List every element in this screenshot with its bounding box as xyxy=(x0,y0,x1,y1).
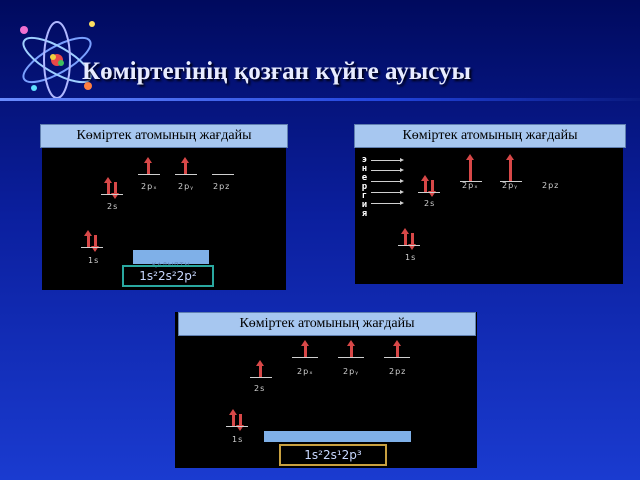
panel-header: Көміртек атомының жағдайы xyxy=(178,312,476,336)
orbital-1s xyxy=(81,234,103,248)
orbital-label: 2pₓ xyxy=(297,367,314,376)
orbital-2pz xyxy=(212,161,234,175)
formula-caption: ҚАЛЫПТЫ xyxy=(152,262,191,269)
orbital-label: 2pz xyxy=(542,181,560,190)
orbital-label: 2s xyxy=(254,384,266,393)
orbital-label: 2pz xyxy=(389,367,407,376)
electron-formula: 1s²2s²2p² xyxy=(122,265,214,287)
orbital-2py xyxy=(340,344,362,358)
atom-logo-icon xyxy=(12,10,102,100)
energy-arrow xyxy=(371,160,401,161)
orbital-1s xyxy=(398,232,420,246)
orbital-label: 2s xyxy=(424,199,436,208)
orbital-label: 1s xyxy=(405,253,417,262)
orbital-2s xyxy=(250,364,272,378)
orbital-label: 2pᵧ xyxy=(178,182,195,191)
orbital-label: 2pᵧ xyxy=(343,367,360,376)
orbital-label: 1s xyxy=(232,435,244,444)
orbital-label: 2pᵧ xyxy=(502,181,519,190)
orbital-2px xyxy=(460,156,482,182)
panel-energy-diagram xyxy=(355,124,623,284)
orbital-2px xyxy=(138,161,160,175)
energy-axis-label xyxy=(360,155,369,218)
orbital-2pz xyxy=(386,344,408,358)
orbital-2py xyxy=(175,161,197,175)
orbital-2s xyxy=(101,181,123,195)
orbital-label: 1s xyxy=(88,256,100,265)
orbital-label: 2pₓ xyxy=(141,182,158,191)
panel-header: Көміртек атомының жағдайы xyxy=(40,124,288,148)
orbital-2s xyxy=(418,179,440,193)
title-underline xyxy=(0,98,640,101)
orbital-1s xyxy=(226,413,248,427)
orbital-label: 2s xyxy=(107,202,119,211)
slide-title: Көміртегінің қозған күйге ауысуы xyxy=(82,58,472,85)
orbital-2px xyxy=(294,344,316,358)
energy-arrow xyxy=(371,170,401,171)
panel-header: Көміртек атомының жағдайы xyxy=(354,124,626,148)
highlight-bar xyxy=(264,431,411,442)
energy-label-text: энергия xyxy=(359,155,370,218)
electron-formula: 1s²2s¹2p³ xyxy=(279,444,387,466)
orbital-2py xyxy=(500,156,522,182)
energy-arrow xyxy=(371,181,401,182)
energy-arrow xyxy=(371,203,401,204)
orbital-label: 2pₓ xyxy=(462,181,479,190)
orbital-label: 2pz xyxy=(213,182,231,191)
energy-arrow xyxy=(371,192,401,193)
